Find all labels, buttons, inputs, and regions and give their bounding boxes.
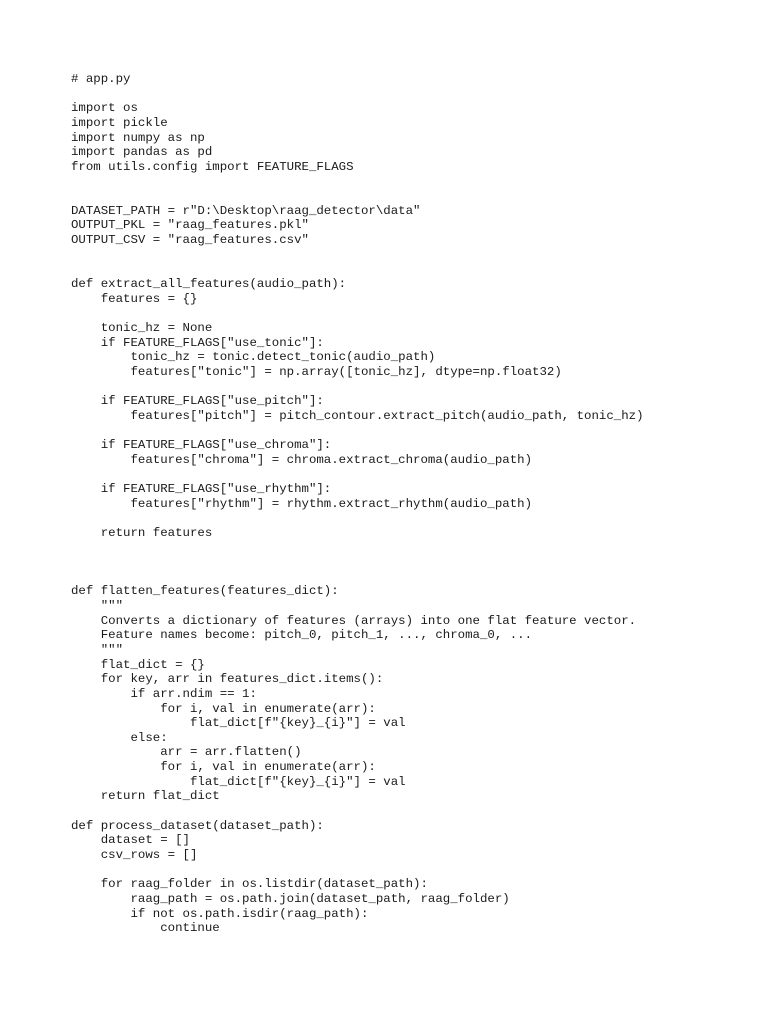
code-line bbox=[71, 189, 761, 204]
code-line: def process_dataset(dataset_path): bbox=[71, 818, 324, 833]
code-line bbox=[71, 541, 761, 556]
code-line bbox=[71, 511, 761, 526]
code-line: if arr.ndim == 1: bbox=[71, 686, 257, 701]
code-line: features["tonic"] = np.array([tonic_hz], dtype=np.float32) bbox=[71, 364, 562, 379]
code-line: csv_rows = [] bbox=[71, 847, 198, 862]
code-line bbox=[71, 804, 761, 819]
code-line: import pandas as pd bbox=[71, 145, 213, 160]
code-line: features["chroma"] = chroma.extract_chroma(audio_path) bbox=[71, 452, 533, 467]
code-line bbox=[71, 863, 761, 878]
code-line: tonic_hz = tonic.detect_tonic(audio_path) bbox=[71, 350, 436, 365]
code-line: flat_dict = {} bbox=[71, 657, 205, 672]
code-line: if FEATURE_FLAGS["use_pitch"]: bbox=[71, 394, 324, 409]
code-line bbox=[71, 262, 761, 277]
code-line: import numpy as np bbox=[71, 130, 205, 145]
code-line: DATASET_PATH = r"D:\Desktop\raag_detector\data" bbox=[71, 203, 421, 218]
code-line: OUTPUT_PKL = "raag_features.pkl" bbox=[71, 218, 309, 233]
code-line: for i, val in enumerate(arr): bbox=[71, 760, 376, 775]
code-line bbox=[71, 423, 761, 438]
code-line: return flat_dict bbox=[71, 789, 220, 804]
code-line: return features bbox=[71, 525, 213, 540]
code-line: for i, val in enumerate(arr): bbox=[71, 701, 376, 716]
code-line bbox=[71, 379, 761, 394]
code-line: arr = arr.flatten() bbox=[71, 745, 302, 760]
code-line: flat_dict[f"{key}_{i}"] = val bbox=[71, 716, 406, 731]
code-line: features["rhythm"] = rhythm.extract_rhythm(audio_path) bbox=[71, 496, 533, 511]
code-line: from utils.config import FEATURE_FLAGS bbox=[71, 159, 354, 174]
code-listing bbox=[71, 72, 761, 936]
code-line bbox=[71, 555, 761, 570]
code-line: tonic_hz = None bbox=[71, 320, 213, 335]
code-line: # app.py bbox=[71, 72, 131, 86]
code-line: continue bbox=[71, 921, 220, 936]
code-line: """ bbox=[71, 599, 124, 614]
code-line: def flatten_features(features_dict): bbox=[71, 584, 339, 599]
code-line: features["pitch"] = pitch_contour.extract_pitch(audio_path, tonic_hz) bbox=[71, 408, 644, 423]
code-line bbox=[71, 248, 761, 263]
code-line: features = {} bbox=[71, 291, 198, 306]
code-line: def extract_all_features(audio_path): bbox=[71, 276, 347, 291]
code-line: raag_path = os.path.join(dataset_path, raag_folder) bbox=[71, 891, 510, 906]
code-line: dataset = [] bbox=[71, 833, 190, 848]
code-line bbox=[71, 174, 761, 189]
code-line: Converts a dictionary of features (arrays) into one flat feature vector. bbox=[71, 613, 637, 628]
code-line: if FEATURE_FLAGS["use_tonic"]: bbox=[71, 335, 324, 350]
code-line bbox=[71, 87, 761, 102]
code-line: else: bbox=[71, 730, 168, 745]
code-line: """ bbox=[71, 642, 124, 657]
code-line: import os bbox=[71, 101, 138, 116]
code-line: if FEATURE_FLAGS["use_rhythm"]: bbox=[71, 481, 332, 496]
code-line: if not os.path.isdir(raag_path): bbox=[71, 906, 369, 921]
code-line: if FEATURE_FLAGS["use_chroma"]: bbox=[71, 438, 332, 453]
code-line: import pickle bbox=[71, 115, 168, 130]
code-line: flat_dict[f"{key}_{i}"] = val bbox=[71, 774, 406, 789]
code-line: OUTPUT_CSV = "raag_features.csv" bbox=[71, 233, 309, 248]
code-line: for key, arr in features_dict.items(): bbox=[71, 672, 384, 687]
code-line bbox=[71, 467, 761, 482]
code-line: Feature names become: pitch_0, pitch_1, ..., chroma_0, ... bbox=[71, 628, 533, 643]
code-line bbox=[71, 306, 761, 321]
code-line bbox=[71, 570, 761, 585]
code-line: for raag_folder in os.listdir(dataset_path): bbox=[71, 877, 428, 892]
